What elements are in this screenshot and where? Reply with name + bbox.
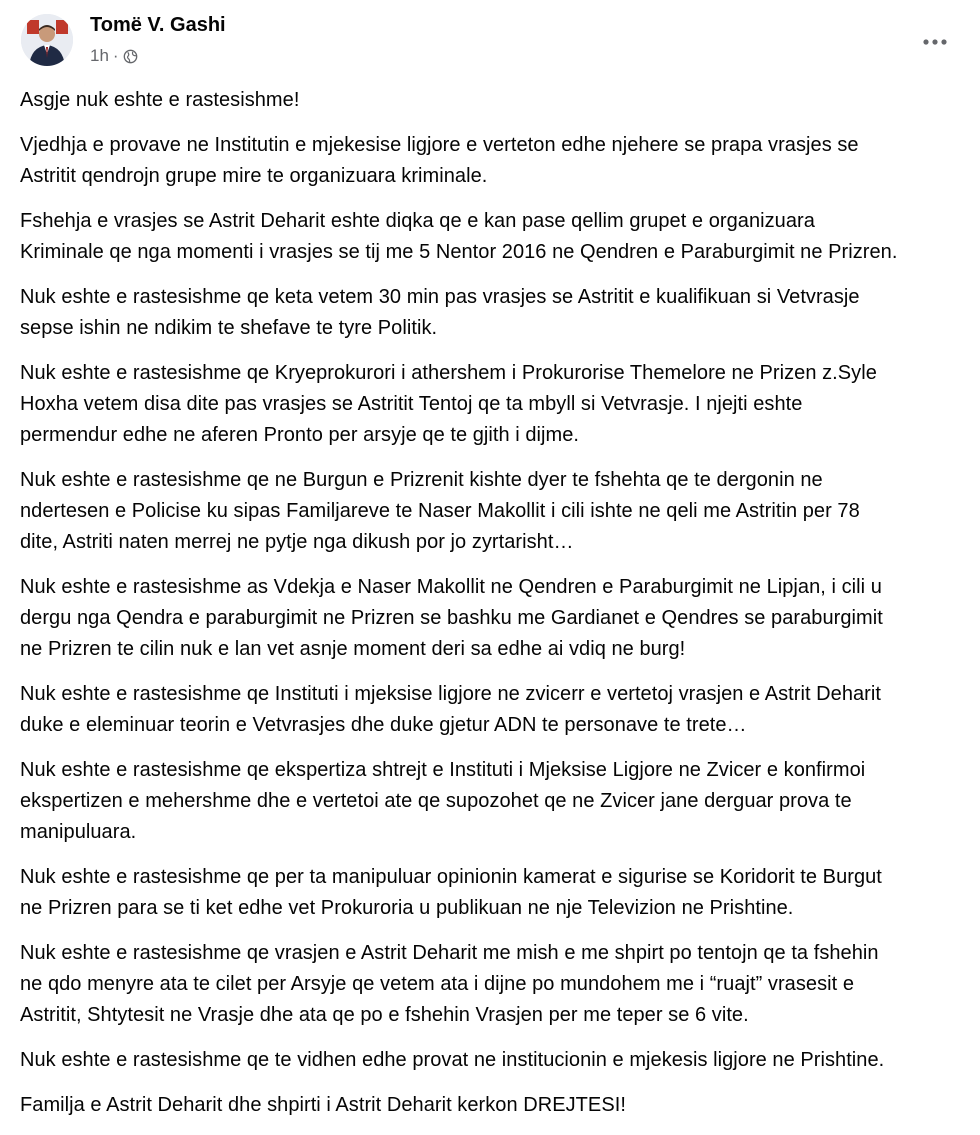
post-body xyxy=(20,85,965,1135)
post-paragraph-7: Nuk eshte e rastesishme as Vdekja e Naser Makollit ne Qendren e Paraburgimit ne Lipjan, i cili u dergu nga Qendra e paraburgimit ne Prizren se bashku me Gardianet e Qendres se paraburgimit ne Prizren te cilin nuk e lan vet asnje moment deri sa edhe ai vdiq ne burg! xyxy=(20,576,883,660)
post-paragraph-13: Familja e Astrit Deharit dhe shpirti i Astrit Deharit kerkon DREJTESI! xyxy=(20,1094,626,1116)
meta-separator: · xyxy=(112,46,119,65)
post-paragraph-3: Fshehja e vrasjes se Astrit Deharit eshte diqka qe e kan pase qellim grupet e organizuara Kriminale qe nga momenti i vrasjes se tij me 5 Nentor 2016 ne Qendren e Paraburgimit ne Prizren. xyxy=(20,210,898,263)
post-paragraph-8: Nuk eshte e rastesishme qe Instituti i mjeksise ligjore ne zvicerr e vertetoj vrasjen e Astrit Deharit duke e eleminuar teorin e Vetvrasjes dhe duke gjetur ADN te personave te trete… xyxy=(20,683,881,736)
more-options-button[interactable] xyxy=(912,24,958,60)
more-options-icon xyxy=(922,38,948,46)
post-meta xyxy=(90,45,138,67)
post-paragraph-4: Nuk eshte e rastesishme qe keta vetem 30 min pas vrasjes se Astritit e kualifikuan si Vetvrasje sepse ishin ne ndikim te shefave te tyre Politik. xyxy=(20,286,860,339)
post-header xyxy=(0,0,980,80)
post-paragraph-6: Nuk eshte e rastesishme qe ne Burgun e Prizrenit kishte dyer te fshehta qe te dergonin ne ndertesen e Policise ku sipas Familjareve te Naser Makollit i cili ishte ne qeli me Astritin per 78 dite, Astriti naten merrej ne pytje nga dikush por jo zyrtarisht… xyxy=(20,469,860,553)
author-name[interactable]: Tomë V. Gashi xyxy=(90,14,226,36)
post-paragraph-11: Nuk eshte e rastesishme qe vrasjen e Astrit Deharit me mish e me shpirt po tentojn qe ta fshehin ne qdo menyre ata te cilet per Arsyje qe vetem ata i dijne po mundohem me i “ruajt” vrasesit e Astritit, Shtytesit ne Vrasje dhe ata qe po e fshehin Vrasjen per me teper se 6 vite. xyxy=(20,942,879,1026)
post-time[interactable]: 1h xyxy=(90,46,109,65)
post-paragraph-10: Nuk eshte e rastesishme qe per ta manipuluar opinionin kamerat e sigurise se Koridorit te Burgut ne Prizren para se ti ket edhe vet Prokuroria u publikuan ne nje Televizion ne Prishtine. xyxy=(20,866,882,919)
post-paragraph-12: Nuk eshte e rastesishme qe te vidhen edhe provat ne institucionin e mjekesis ligjore ne Prishtine. xyxy=(20,1049,885,1071)
post-paragraph-1: Asgje nuk eshte e rastesishme! xyxy=(20,89,300,111)
globe-icon[interactable] xyxy=(123,49,138,64)
post-paragraph-5: Nuk eshte e rastesishme qe Kryeprokurori i athershem i Prokurorise Themelore ne Prizen z.Syle Hoxha vetem disa dite pas vrasjes se Astritit Tentoj qe ta mbyll si Vetvrasje. I njejti eshte permendur edhe ne aferen Pronto per arsyje qe te gjith i dijme. xyxy=(20,362,877,446)
avatar[interactable] xyxy=(21,14,73,66)
post-paragraph-2: Vjedhja e provave ne Institutin e mjekesise ligjore e verteton edhe njehere se prapa vrasjes se Astritit qendrojn grupe mire te organizuara kriminale. xyxy=(20,134,859,187)
post-paragraph-9: Nuk eshte e rastesishme qe ekspertiza shtrejt e Instituti i Mjeksise Ligjore ne Zvicer e konfirmoi ekspertizen e mehershme dhe e vertetoi ate qe supozohet qe ne Zvicer jane derguar prova te manipuluara. xyxy=(20,759,866,843)
